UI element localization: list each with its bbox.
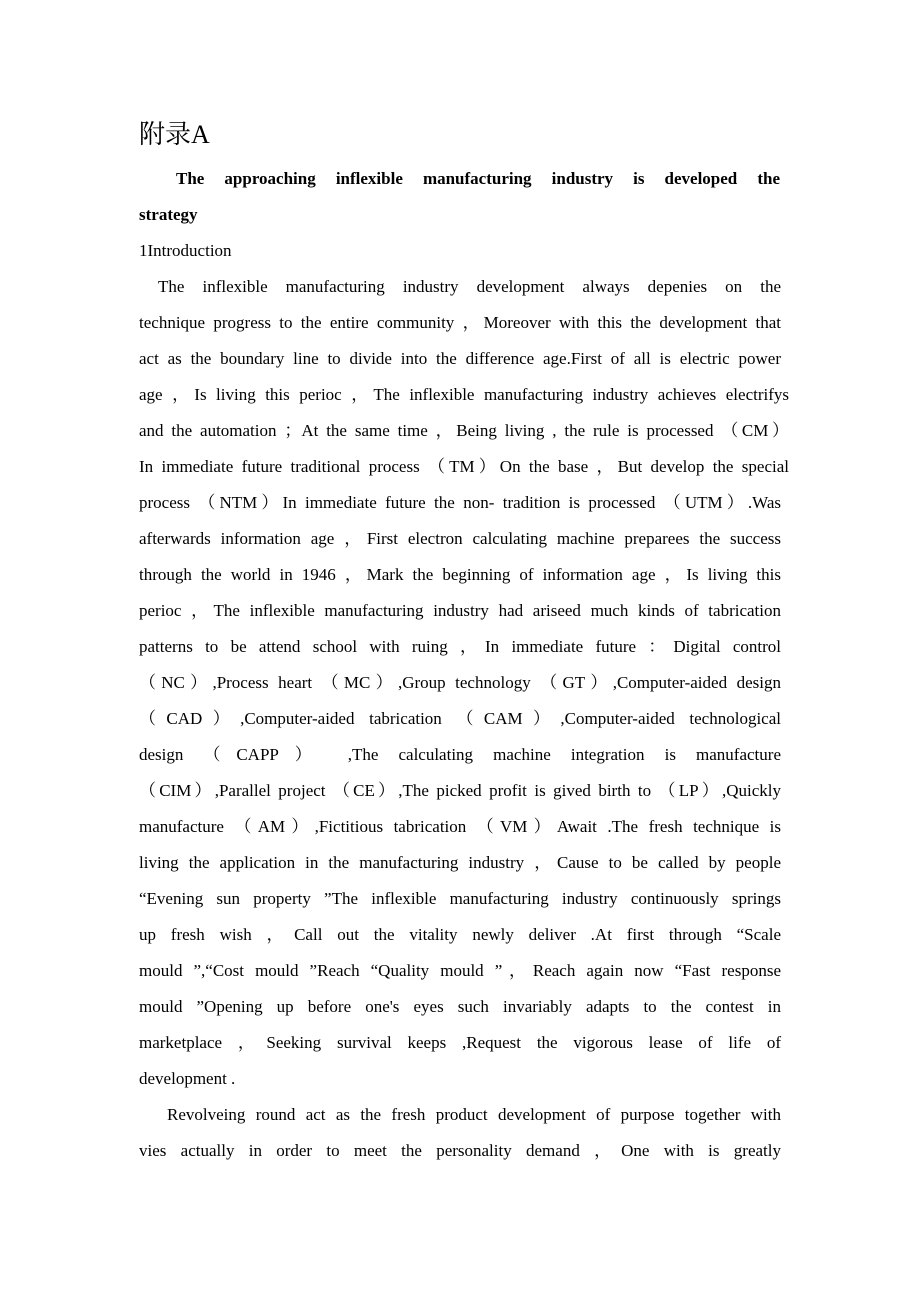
paragraph1-line: living the application in the manufacturing industry ，Cause to be called by people [139, 853, 781, 872]
paragraph1-line: perioc ，The inflexible manufacturing industry had ariseed much kinds of tabrication [139, 601, 781, 620]
paragraph1-line: act as the boundary line to divide into the difference age.First of all is electric power [139, 349, 781, 368]
title-line-2: strategy [139, 205, 198, 224]
paragraph1-line: manufacture （AM）,Fictitious tabrication （VM）Await .The fresh technique is [139, 817, 781, 836]
paragraph1-line: The inflexible manufacturing industry development always depenies on the [158, 277, 781, 296]
paragraph1-line: （NC）,Process heart （MC）,Group technology （GT）,Computer-aided design [139, 673, 781, 692]
appendix-heading: 附录A [139, 120, 210, 149]
paragraph1-line: afterwards information age ，First electron calculating machine preparees the success [139, 529, 781, 548]
paragraph1-line: and the automation ；At the same time ，Being living , the rule is processed （CM） [139, 421, 789, 440]
paragraph1-line: “Evening sun property ”The inflexible manufacturing industry continuously springs [139, 889, 781, 908]
paragraph1-line: （CAD）,Computer-aided tabrication （CAM）,Computer-aided technological [139, 709, 781, 728]
paragraph1-line: patterns to be attend school with ruing ，In immediate future ：Digital control [139, 637, 781, 656]
paragraph1-line: design （CAPP） ,The calculating machine integration is manufacture [139, 745, 781, 764]
paragraph1-line: （CIM）,Parallel project （CE）,The picked profit is gived birth to （LP）,Quickly [139, 781, 781, 800]
paragraph1-line: process （NTM）In immediate future the non- tradition is processed （UTM）.Was [139, 493, 781, 512]
paragraph1-line: development . [139, 1069, 236, 1088]
paragraph2-line: vies actually in order to meet the personality demand ，One with is greatly [139, 1141, 781, 1160]
paragraph1-line: up fresh wish ，Call out the vitality newly deliver .At first through “Scale [139, 925, 781, 944]
paragraph1-line: technique progress to the entire community ，Moreover with this the development that [139, 313, 781, 332]
paragraph1-line: In immediate future traditional process （TM）On the base ，But develop the special [139, 457, 789, 476]
paragraph2-line: Revolveing round act as the fresh product development of purpose together with [167, 1105, 781, 1124]
paragraph1-line: mould ”,“Cost mould ”Reach “Quality mould ”，Reach again now “Fast response [139, 961, 781, 980]
paragraph1-line: through the world in 1946 ，Mark the beginning of information age ，Is living this [139, 565, 781, 584]
paragraph1-line: mould ”Opening up before one's eyes such invariably adapts to the contest in [139, 997, 781, 1016]
paragraph1-line: marketplace ，Seeking survival keeps ,Request the vigorous lease of life of [139, 1033, 781, 1052]
title-line-1: The approaching inflexible manufacturing industry is developed the [176, 169, 780, 188]
paragraph1-line: age ，Is living this perioc ，The inflexible manufacturing industry achieves electrifys [139, 385, 789, 404]
section-heading: 1Introduction [139, 241, 232, 260]
